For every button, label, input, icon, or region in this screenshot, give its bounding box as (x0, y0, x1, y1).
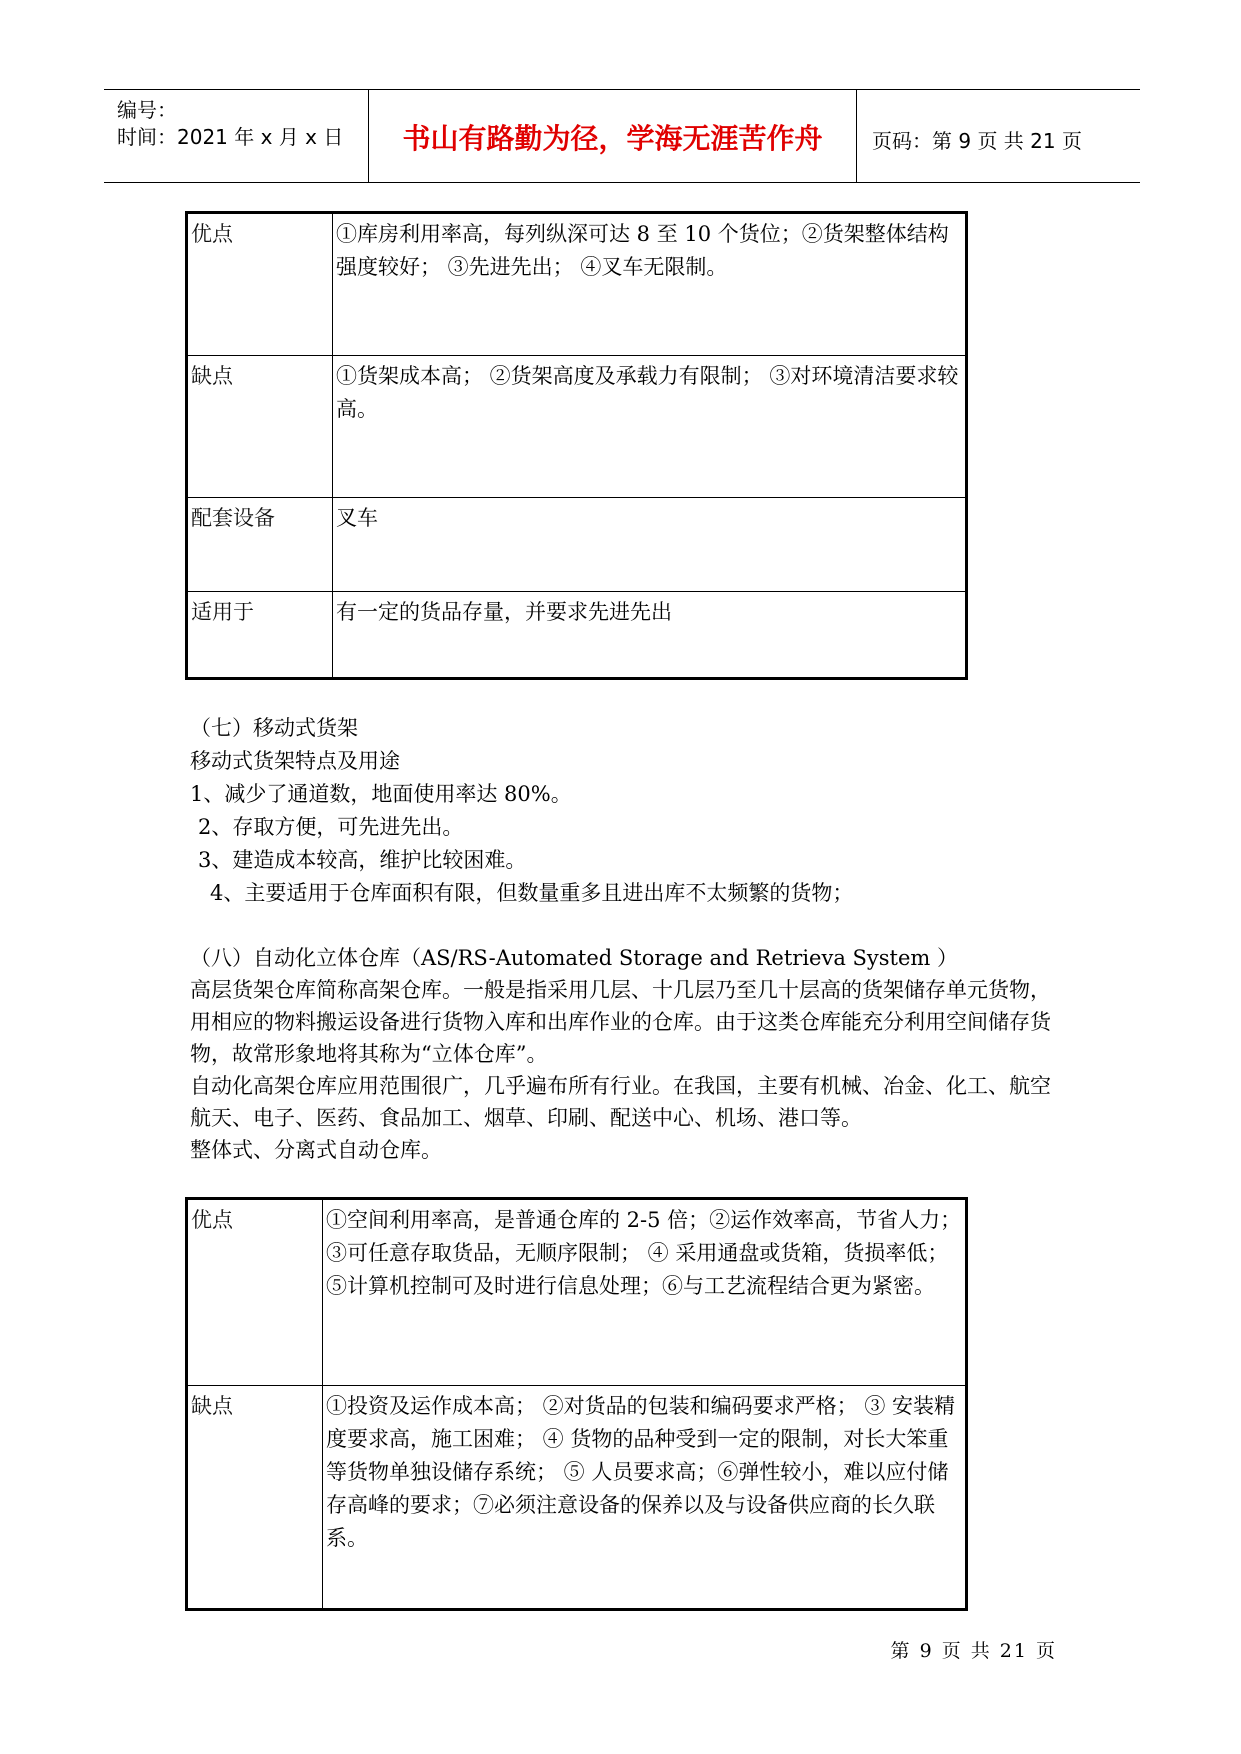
row-label: 缺点 (187, 356, 333, 498)
page-footer: 第 9 页 共 21 页 (890, 1640, 1057, 1662)
shelf-properties-table (185, 211, 968, 680)
row-content: ①货架成本高； ②货架高度及承载力有限制； ③对环境清洁要求较高。 (333, 356, 967, 498)
table-row (187, 592, 967, 679)
row-label: 配套设备 (187, 498, 333, 592)
paragraph: 自动化高架仓库应用范围很广，几乎遍布所有行业。在我国，主要有机械、冶金、化工、航空航天、电子、医药、食品加工、烟草、印刷、配送中心、机场、港口等。 (190, 1074, 1051, 1130)
table-row (187, 498, 967, 592)
table-row (187, 356, 967, 498)
table-row (187, 1199, 967, 1386)
row-label: 优点 (187, 213, 333, 356)
list-item: 4、主要适用于仓库面积有限，但数量重多且进出库不太频繁的货物； (210, 881, 854, 905)
header-number-label: 编号： (117, 98, 177, 122)
list-item: 1、减少了通道数，地面使用率达 80%。 (190, 782, 572, 806)
paragraph: 高层货架仓库简称高架仓库。一般是指采用几层、十几层乃至几十层高的货架储存单元货物，用相应的物料搬运设备进行货物入库和出库作业的仓库。由于这类仓库能充分利用空间储存货物，故常形象地将其称为“立体仓库”。 (190, 978, 1051, 1066)
header-bottom-rule (104, 182, 1140, 183)
header-motto: 书山有路勤为径，学海无涯苦作舟 (402, 122, 823, 155)
section-heading: （八）自动化立体仓库（AS/RS-Automated Storage and Retrieva System ） (190, 946, 959, 970)
header-page-label: 页码：第 9 页 共 21 页 (872, 129, 1082, 153)
table-row (187, 213, 967, 356)
paragraph: 整体式、分离式自动仓库。 (190, 1138, 442, 1162)
header-top-rule (104, 89, 1140, 90)
row-content: ①投资及运作成本高； ②对货品的包装和编码要求严格； ③ 安装精度要求高，施工困难； ④ 货物的品种受到一定的限制，对长大笨重等货物单独设储存系统； ⑤ 人员要求高；⑥弹性较小，难以应付储存高峰的要求；⑦必须注意设备的保养以及与设备供应商的长久联系。 (323, 1386, 967, 1610)
row-label: 适用于 (187, 592, 333, 679)
row-label: 优点 (187, 1199, 323, 1386)
list-item: 2、存取方便，可先进先出。 (198, 815, 464, 839)
list-item: 3、建造成本较高，维护比较困难。 (198, 848, 527, 872)
row-label: 缺点 (187, 1386, 323, 1610)
asrs-properties-table (185, 1197, 968, 1611)
section-subheading: 移动式货架特点及用途 (190, 749, 400, 773)
header-divider-right (856, 89, 857, 183)
row-content: ①库房利用率高，每列纵深可达 8 至 10 个货位；②货架整体结构强度较好； ③先进先出； ④叉车无限制。 (333, 213, 967, 356)
header-date-label: 时间：2021 年 x 月 x 日 (117, 125, 344, 149)
section-heading: （七）移动式货架 (190, 716, 358, 740)
row-content: 有一定的货品存量，并要求先进先出 (333, 592, 967, 679)
row-content: ①空间利用率高，是普通仓库的 2-5 倍；②运作效率高，节省人力；③可任意存取货品，无顺序限制； ④ 采用通盘或货箱，货损率低；⑤计算机控制可及时进行信息处理；⑥与工艺流程结合更为紧密。 (323, 1199, 967, 1386)
row-content: 叉车 (333, 498, 967, 592)
table-row (187, 1386, 967, 1610)
